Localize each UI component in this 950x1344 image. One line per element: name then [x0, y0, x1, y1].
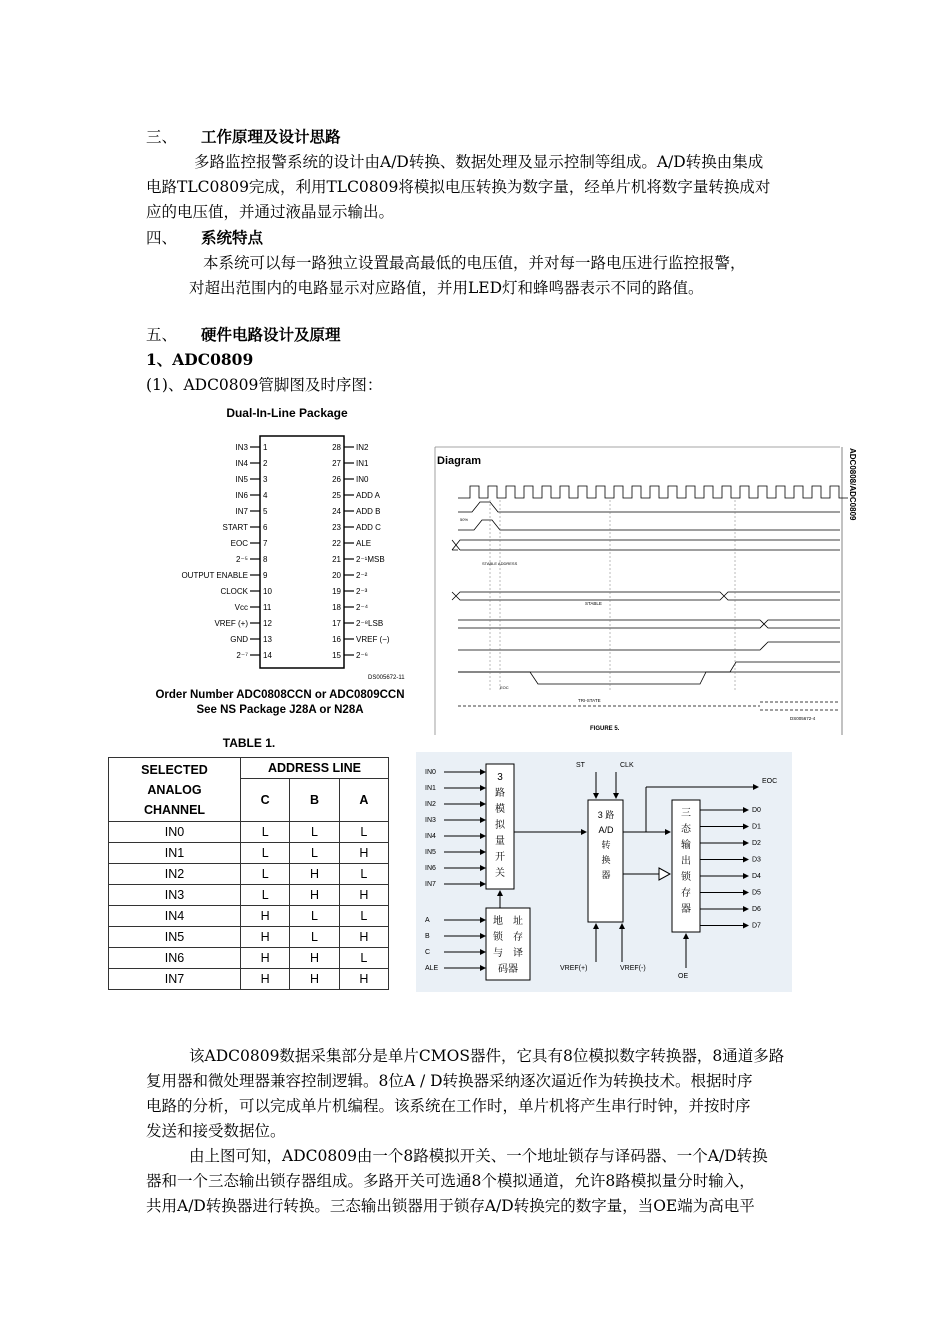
svg-text:IN1: IN1: [356, 459, 369, 468]
svg-text:10: 10: [263, 587, 272, 596]
svg-text:CLOCK: CLOCK: [220, 587, 248, 596]
table-header-b: B: [290, 779, 339, 822]
section-5-title: 硬件电路设计及原理: [201, 325, 341, 344]
pinout-code: DS005672-11: [368, 675, 405, 681]
svg-text:22: 22: [332, 539, 341, 548]
section-4-number: 四、: [146, 229, 178, 247]
svg-text:25: 25: [332, 491, 341, 500]
block-input-IN1: IN1: [425, 785, 436, 792]
block-output-D2: D2: [752, 840, 761, 847]
mux-label-char: 开: [495, 852, 505, 863]
block-vref-pos: VREF(+): [560, 965, 588, 972]
section-3-title: 工作原理及设计思路: [201, 127, 341, 146]
pin-right-27: [332, 459, 369, 468]
block-diagram: [416, 752, 792, 992]
table-cell-level: L: [339, 864, 388, 885]
table-row: [109, 969, 389, 990]
table-cell-level: H: [290, 948, 339, 969]
mux-label-char: 模: [495, 804, 505, 815]
svg-text:2⁻³: 2⁻³: [356, 587, 368, 596]
output-latch-label-char: 三: [681, 808, 691, 819]
pin-left-8: [236, 555, 268, 564]
table-cell-level: L: [241, 822, 290, 843]
wave-clock: [458, 486, 848, 498]
table-cell-level: H: [290, 969, 339, 990]
pin-left-10: [220, 587, 272, 596]
block-eoc-label: EOC: [762, 778, 778, 785]
table-cell-channel: IN5: [109, 927, 241, 948]
table-cell-level: L: [290, 927, 339, 948]
output-latch-label-char: 存: [681, 888, 691, 899]
right-pins: [332, 443, 390, 660]
svg-text:ADD B: ADD B: [356, 507, 381, 516]
block-output-D4: D4: [752, 873, 761, 880]
pin-left-7: [231, 539, 268, 548]
svg-text:START: START: [222, 523, 248, 532]
svg-text:6: 6: [263, 523, 268, 532]
para-3-line-1: 多路监控报警系统的设计由A/D转换、数据处理及显示控制等组成。A/D转换由集成: [194, 153, 764, 171]
svg-text:12: 12: [263, 619, 272, 628]
pin-right-22: [332, 539, 371, 548]
table-cell-level: H: [339, 885, 388, 906]
pin-right-19: [332, 587, 368, 596]
table-row: [109, 906, 389, 927]
svg-text:13: 13: [263, 635, 272, 644]
pin-right-18: [332, 603, 369, 612]
para-5a-line-1: 该ADC0809数据采集部分是单片CMOS器件，它具有8位模拟数字转换器，8通道多路: [189, 1047, 785, 1065]
svg-text:IN4: IN4: [235, 459, 248, 468]
block-oe-label: OE: [678, 973, 689, 980]
svg-text:18: 18: [332, 603, 341, 612]
wave-eoc: [458, 672, 840, 684]
section-5-number: 五、: [146, 326, 178, 344]
svg-text:IN2: IN2: [356, 443, 369, 452]
subsection-adc0809: 1、ADC0809: [146, 350, 254, 369]
timing-tristate-label: TRI-STATE: [578, 698, 601, 703]
svg-text:2⁻⁶: 2⁻⁶: [356, 651, 368, 660]
table-cell-level: L: [241, 843, 290, 864]
table-row: [109, 843, 389, 864]
order-number-line-2: See NS Package J28A or N28A: [196, 704, 364, 716]
timing-eoc-label: EOC: [500, 685, 509, 690]
timing-code: DS005672-4: [790, 716, 816, 721]
block-vref-neg: VREF(-): [620, 965, 646, 972]
address-table: [108, 757, 389, 990]
pin-left-12: [214, 619, 272, 628]
block-addr-C: C: [425, 949, 431, 956]
table-cell-channel: IN7: [109, 969, 241, 990]
table-cell-level: H: [241, 948, 290, 969]
table-cell-channel: IN1: [109, 843, 241, 864]
table-cell-level: H: [241, 969, 290, 990]
svg-text:23: 23: [332, 523, 341, 532]
svg-text:20: 20: [332, 571, 341, 580]
svg-text:IN6: IN6: [235, 491, 248, 500]
svg-text:IN5: IN5: [235, 475, 248, 484]
pin-right-16: [332, 635, 390, 644]
table-header-a: A: [339, 779, 388, 822]
para-3-line-2: 电路TLC0809完成，利用TLC0809将模拟电压转换为数字量，经单片机将数字量转换成对: [146, 178, 771, 196]
output-latch-label-char: 锁: [681, 872, 691, 883]
svg-text:28: 28: [332, 443, 341, 452]
table-row: [109, 885, 389, 906]
mux-label-char: 3: [497, 772, 503, 783]
svg-text:VREF (−): VREF (−): [356, 635, 390, 644]
block-output-D5: D5: [752, 889, 761, 897]
latch-label-line: 锁 存: [493, 932, 523, 943]
svg-text:2⁻⁸LSB: 2⁻⁸LSB: [356, 619, 384, 628]
table-row: [109, 864, 389, 885]
block-output-D6: D6: [752, 906, 761, 913]
svg-text:2⁻⁵: 2⁻⁵: [236, 555, 248, 564]
table-cell-level: L: [339, 948, 388, 969]
table-cell-level: L: [241, 885, 290, 906]
table-cell-level: H: [339, 843, 388, 864]
svg-text:26: 26: [332, 475, 341, 484]
svg-text:OUTPUT ENABLE: OUTPUT ENABLE: [181, 571, 248, 580]
output-latch-label-char: 器: [681, 904, 691, 915]
header-line-3: CHANNEL: [143, 802, 206, 817]
para-5a-line-2: 复用器和微处理器兼容控制逻辑。8位A / D转换器采纳逐次逼近作为转换技术。根据时序: [146, 1072, 753, 1090]
svg-text:11: 11: [263, 603, 272, 612]
mux-label-char: 量: [495, 836, 505, 847]
pin-right-15: [332, 651, 368, 660]
table-cell-channel: IN2: [109, 864, 241, 885]
svg-text:IN0: IN0: [356, 475, 369, 484]
svg-text:15: 15: [332, 651, 341, 660]
adc-label-line: 器: [601, 870, 611, 880]
svg-text:21: 21: [332, 555, 341, 564]
table-header-c: C: [241, 779, 290, 822]
table-cell-level: L: [290, 906, 339, 927]
pinout-title: Dual-In-Line Package: [226, 406, 348, 420]
wave-eoc-a: [458, 642, 840, 650]
pin-right-17: [332, 619, 383, 628]
svg-text:14: 14: [263, 651, 272, 660]
wave-tristate: [458, 702, 840, 710]
svg-text:Vcc: Vcc: [234, 603, 248, 612]
svg-text:3: 3: [263, 475, 268, 484]
block-addr-ALE: ALE: [425, 965, 439, 972]
latch-label-line: 与 译: [493, 948, 523, 959]
left-pins: [181, 443, 272, 660]
block-input-IN7: IN7: [425, 881, 436, 888]
wave-ale: [458, 502, 840, 512]
para-5b-line-3: 共用A/D转换器进行转换。三态输出锁器用于锁存A/D转换完的数字量，当OE端为高电平: [146, 1197, 755, 1215]
svg-text:17: 17: [332, 619, 341, 628]
timing-side-label: ADC0808/ADC0809: [848, 448, 857, 521]
pin-left-5: [236, 507, 268, 516]
svg-text:2⁻⁴: 2⁻⁴: [356, 603, 369, 612]
svg-text:2⁻⁷: 2⁻⁷: [236, 651, 248, 660]
wave-start: [458, 520, 840, 530]
svg-text:7: 7: [263, 539, 268, 548]
table-cell-level: H: [241, 906, 290, 927]
para-4-line-2: 对超出范围内的电路显示对应路值，并用LED灯和蜂鸣器表示不同的路值。: [189, 279, 704, 297]
pin-left-1: [236, 443, 268, 452]
pin-right-28: [332, 443, 369, 452]
para-5b-line-1: 由上图可知，ADC0809由一个8路模拟开关、一个地址锁存与译码器、一个A/D转换: [189, 1147, 768, 1165]
table-cell-channel: IN4: [109, 906, 241, 927]
adc-label-line: 3 路: [597, 810, 615, 820]
block-input-IN6: IN6: [425, 865, 436, 872]
table-cell-level: H: [290, 864, 339, 885]
pin-right-23: [332, 523, 381, 532]
timing-stable-address-label: STABLE ADDRESS: [482, 561, 518, 566]
svg-text:27: 27: [332, 459, 341, 468]
block-input-IN5: IN5: [425, 849, 436, 856]
adc-label-line: 转: [601, 840, 611, 850]
mux-label-char: 拟: [495, 820, 505, 831]
svg-text:9: 9: [263, 571, 268, 580]
table-cell-channel: IN3: [109, 885, 241, 906]
svg-text:GND: GND: [230, 635, 248, 644]
order-number-line-1: Order Number ADC0808CCN or ADC0809CCN: [155, 689, 405, 701]
mux-label-char: 路: [495, 788, 505, 799]
svg-text:16: 16: [332, 635, 341, 644]
latch-label-line: 地 址: [493, 916, 523, 927]
block-addr-B: B: [425, 933, 430, 940]
svg-text:ALE: ALE: [356, 539, 372, 548]
timing-figure-label: FIGURE 5.: [590, 726, 620, 732]
timing-waveforms: [452, 486, 848, 710]
table-body: [109, 822, 389, 990]
mux-label-char: 关: [495, 868, 505, 879]
svg-text:2⁻²: 2⁻²: [356, 571, 368, 580]
chip-body: [260, 436, 344, 668]
svg-text:5: 5: [263, 507, 268, 516]
timing-50pct-label: 50%: [460, 517, 469, 522]
pin-right-24: [332, 507, 380, 516]
svg-text:IN3: IN3: [235, 443, 248, 452]
table-cell-level: H: [290, 885, 339, 906]
pin-left-6: [223, 523, 268, 532]
pin-left-3: [236, 475, 268, 484]
svg-text:1: 1: [263, 443, 268, 452]
block-output-D7: D7: [752, 922, 761, 930]
block-st-label: ST: [576, 762, 585, 769]
para-5b-line-2: 器和一个三态输出锁存器组成。多路开关可选通8个模拟通道，允许8路模拟量分时输入，: [146, 1172, 755, 1190]
table-cell-level: L: [339, 822, 388, 843]
table-cell-level: L: [339, 906, 388, 927]
svg-text:EOC: EOC: [230, 539, 248, 548]
svg-text:2⁻¹MSB: 2⁻¹MSB: [356, 555, 385, 564]
svg-text:8: 8: [263, 555, 268, 564]
block-output-D0: D0: [752, 807, 761, 814]
adc-label-line: A/D: [598, 825, 614, 835]
svg-text:IN7: IN7: [235, 507, 248, 516]
subsection-pinout-caption: (1)、ADC0809管脚图及时序图：: [146, 376, 383, 394]
pin-left-9: [181, 571, 268, 580]
pin-left-11: [235, 603, 272, 612]
block-input-IN2: IN2: [425, 801, 436, 808]
para-5a-line-3: 电路的分析，可以完成单片机编程。该系统在工作时，单片机将产生串行时钟，并按时序: [146, 1097, 751, 1115]
header-line-2: ANALOG: [147, 782, 202, 797]
table-header-address-line: ADDRESS LINE: [241, 758, 389, 779]
section-3-number: 三、: [146, 128, 178, 146]
svg-text:19: 19: [332, 587, 341, 596]
para-4-line-1: 本系统可以每一路独立设置最高最低的电压值，并对每一路电压进行监控报警，: [203, 254, 746, 272]
output-latch-label-char: 出: [681, 856, 691, 867]
pin-right-21: [332, 555, 385, 564]
table-row: [109, 822, 389, 843]
block-addr-A: A: [425, 917, 430, 924]
pin-right-26: [332, 475, 369, 484]
block-input-IN3: IN3: [425, 817, 436, 824]
table-cell-level: H: [339, 927, 388, 948]
pin-right-25: [332, 491, 381, 500]
para-3-line-3: 应的电压值，并通过液晶显示输出。: [146, 203, 395, 221]
pin-left-2: [236, 459, 268, 468]
timing-diagram: [430, 440, 870, 735]
table-row: [109, 948, 389, 969]
block-input-IN0: IN0: [425, 769, 436, 776]
table-cell-level: L: [241, 864, 290, 885]
wave-data-out: [458, 620, 840, 628]
section-4-title: 系统特点: [201, 228, 264, 247]
svg-text:ADD C: ADD C: [356, 523, 381, 532]
block-input-IN4: IN4: [425, 833, 436, 840]
svg-text:VREF (+): VREF (+): [214, 619, 248, 628]
svg-text:ADD A: ADD A: [356, 491, 381, 500]
table-title: TABLE 1.: [222, 736, 276, 750]
header-line-1: SELECTED: [141, 762, 208, 777]
table-cell-channel: IN0: [109, 822, 241, 843]
timing-title: Diagram: [437, 455, 482, 467]
para-5a-line-4: 发送和接受数据位。: [146, 1122, 286, 1140]
pinout-diagram: [140, 398, 430, 723]
pin-left-14: [236, 651, 272, 660]
adc-label-line: 换: [601, 855, 611, 865]
table-cell-channel: IN6: [109, 948, 241, 969]
table-header-channel: [109, 758, 241, 822]
pin-right-20: [332, 571, 368, 580]
wave-address: [452, 540, 840, 550]
pin-left-4: [236, 491, 268, 500]
svg-text:24: 24: [332, 507, 341, 516]
timing-stable-label: STABLE: [585, 601, 602, 606]
wave-data-stable: [452, 592, 840, 600]
pin-left-13: [230, 635, 272, 644]
output-latch-label-char: 态: [681, 824, 691, 835]
table-cell-level: H: [241, 927, 290, 948]
block-output-D1: D1: [752, 823, 761, 831]
table-row: [109, 927, 389, 948]
wave-oe: [458, 662, 840, 672]
latch-label-line: 码器: [498, 964, 518, 975]
table-cell-level: L: [290, 843, 339, 864]
table-cell-level: L: [290, 822, 339, 843]
block-clk-label: CLK: [620, 762, 634, 769]
block-output-D3: D3: [752, 856, 761, 864]
svg-text:2: 2: [263, 459, 268, 468]
svg-text:4: 4: [263, 491, 268, 500]
table-cell-level: H: [339, 969, 388, 990]
output-latch-label-char: 输: [681, 840, 691, 851]
